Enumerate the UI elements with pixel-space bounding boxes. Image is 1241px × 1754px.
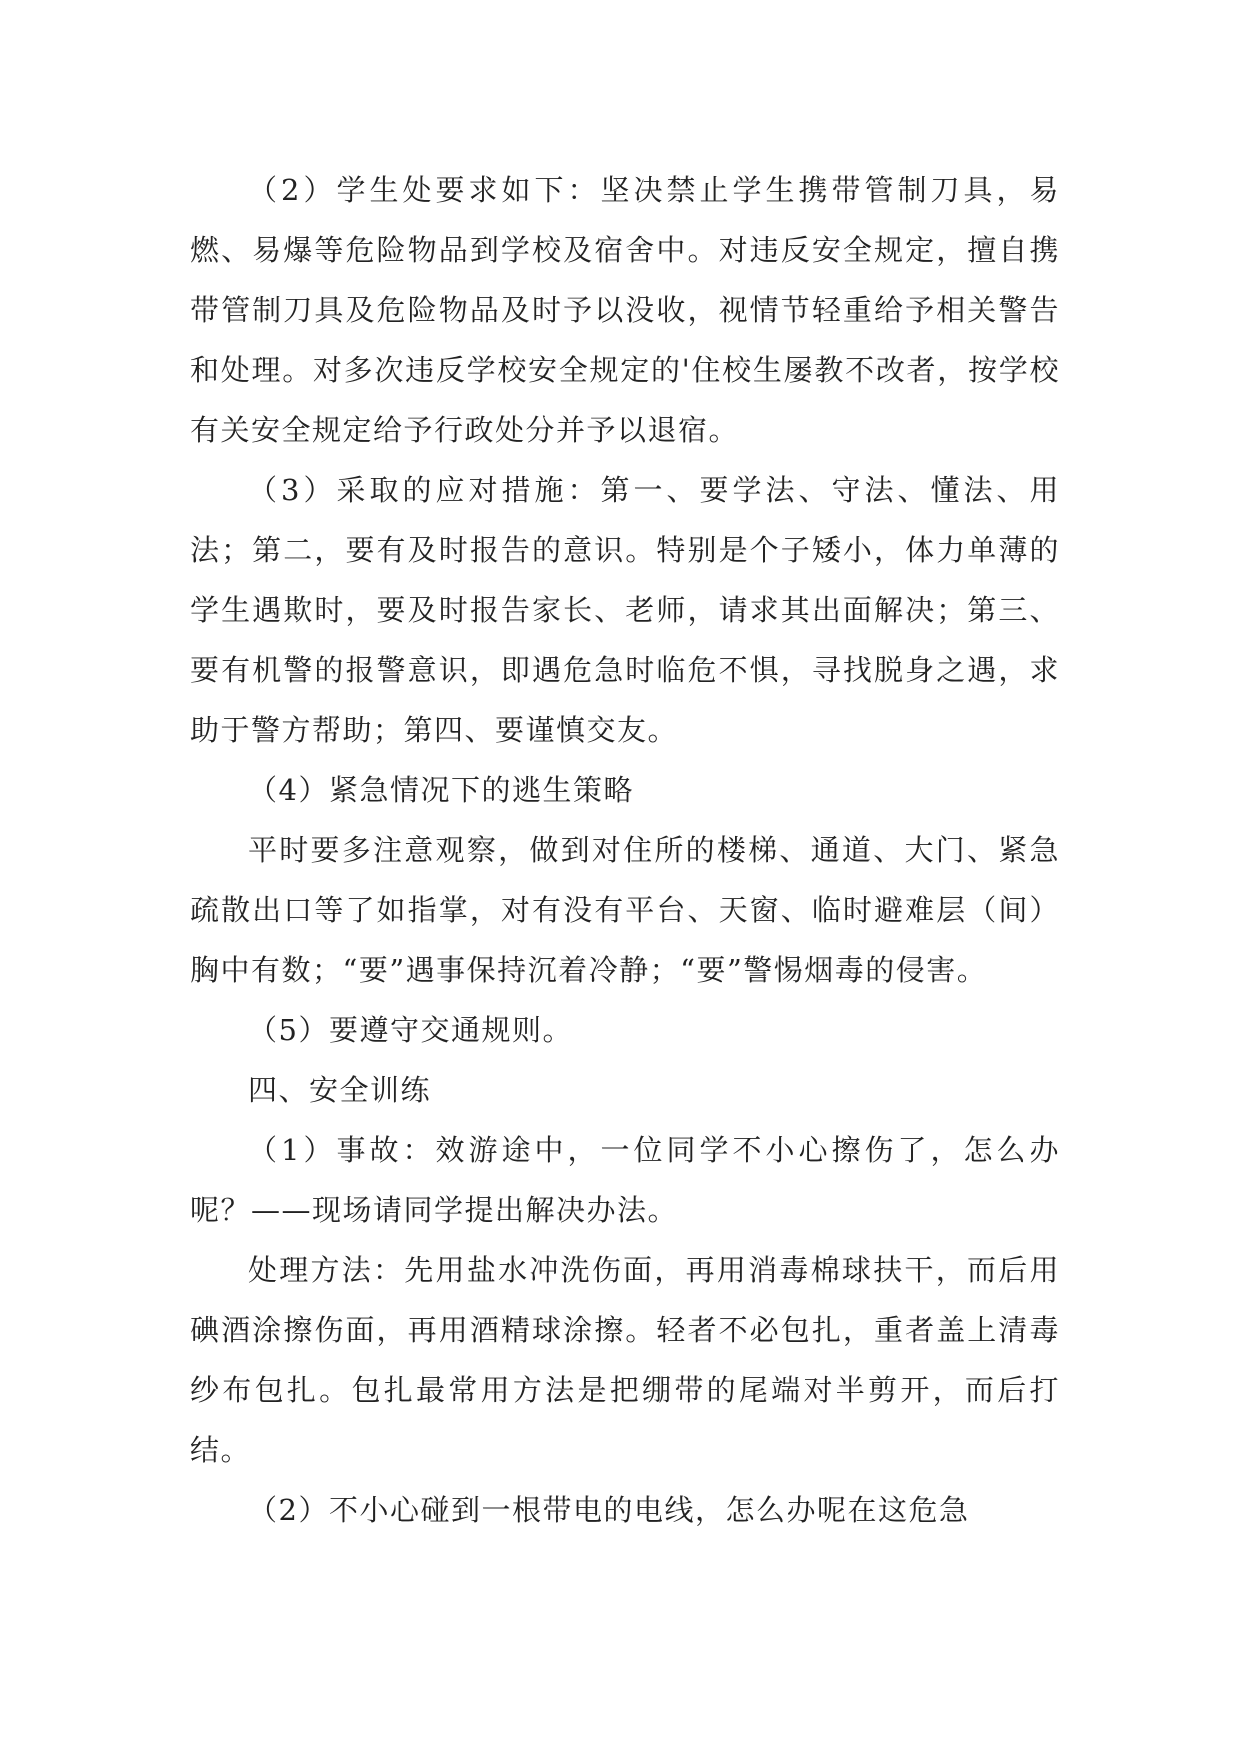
paragraph-treatment-method: 处理方法：先用盐水冲洗伤面，再用消毒棉球扶干，而后用碘酒涂擦伤面，再用酒精球涂擦。轻者不必包扎，重者盖上清毒纱布包扎。包扎最常用方法是把绷带的尾端对半剪开，而后打结。 — [190, 1253, 1060, 1467]
paragraph-accident-case: （1）事故：效游途中，一位同学不小心擦伤了，怎么办呢？——现场请同学提出解决办法。 — [190, 1133, 1060, 1227]
paragraph-escape-strategy: 平时要多注意观察，做到对住所的楼梯、通道、大门、紧急疏散出口等了如指掌，对有没有平台、天窗、临时避难层（间）胸中有数；“要”遇事保持沉着冷静；“要”警惕烟毒的侵害。 — [190, 833, 1060, 987]
paragraph-escape-heading: （4）紧急情况下的逃生策略 — [248, 773, 634, 807]
document-body — [190, 160, 1060, 1540]
paragraph-electric-wire-case: （2）不小心碰到一根带电的电线，怎么办呢在这危急 — [248, 1493, 970, 1527]
section-heading-safety-training: 四、安全训练 — [248, 1073, 432, 1107]
paragraph-traffic-rules: （5）要遵守交通规则。 — [248, 1013, 573, 1047]
paragraph-student-office-rules: （2）学生处要求如下：坚决禁止学生携带管制刀具，易燃、易爆等危险物品到学校及宿舍中。对违反安全规定，擅自携带管制刀具及危险物品及时予以没收，视情节轻重给予相关警告和处理。对多次违反学校安全规定的'住校生屡教不改者，按学校有关安全规定给予行政处分并予以退宿。 — [190, 173, 1060, 447]
paragraph-countermeasures: （3）采取的应对措施：第一、要学法、守法、懂法、用法；第二，要有及时报告的意识。特别是个子矮小，体力单薄的学生遇欺时，要及时报告家长、老师，请求其出面解决；第三、要有机警的报警意识，即遇危急时临危不惧，寻找脱身之遇，求助于警方帮助；第四、要谨慎交友。 — [190, 473, 1060, 747]
